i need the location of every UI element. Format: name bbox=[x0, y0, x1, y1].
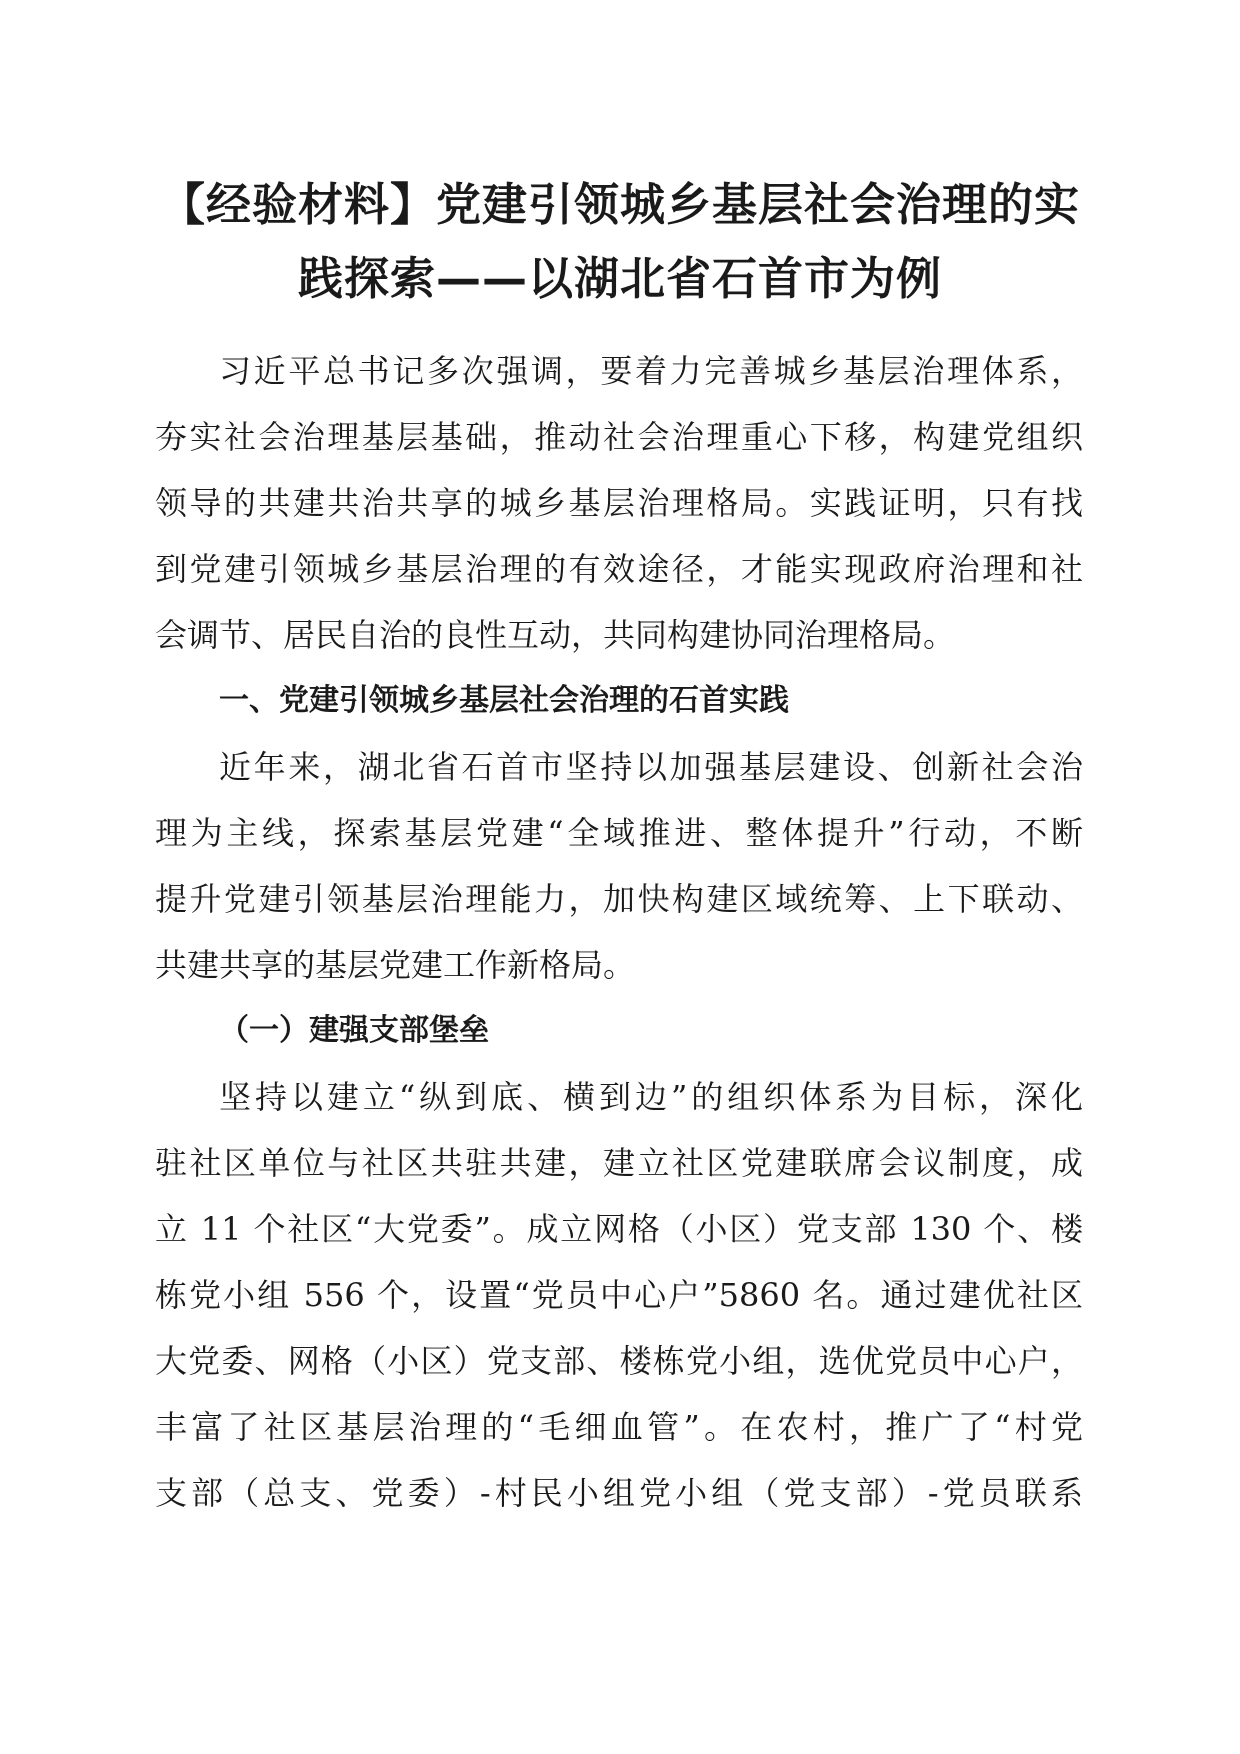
sub1-line-5: 大党委、网格（小区）党支部、楼栋党小组，选优党员中心户， bbox=[155, 1342, 1083, 1380]
section1-line-2: 理为主线，探索基层党建“全域推进、整体提升”行动，不断 bbox=[155, 814, 1083, 852]
sub1-line-7: 支部（总支、党委）-村民小组党小组（党支部）-党员联系 bbox=[155, 1474, 1083, 1512]
sub1-line-4: 栋党小组 556 个，设置“党员中心户”5860 名。通过建优社区 bbox=[155, 1276, 1083, 1314]
section1-line-4: 共建共享的基层党建工作新格局。 bbox=[155, 946, 636, 984]
sub1-line-1: 坚持以建立“纵到底、横到边”的组织体系为目标，深化 bbox=[219, 1078, 1083, 1116]
intro-line-3: 领导的共建共治共享的城乡基层治理格局。实践证明，只有找 bbox=[155, 484, 1083, 522]
subsection-heading-1: （一）建强支部堡垒 bbox=[219, 1013, 489, 1048]
intro-line-4: 到党建引领城乡基层治理的有效途径，才能实现政府治理和社 bbox=[155, 550, 1083, 588]
intro-line-2: 夯实社会治理基层基础，推动社会治理重心下移，构建党组织 bbox=[155, 418, 1083, 456]
section-heading-1: 一、党建引领城乡基层社会治理的石首实践 bbox=[219, 683, 789, 718]
sub1-line-2: 驻社区单位与社区共驻共建，建立社区党建联席会议制度，成 bbox=[155, 1144, 1083, 1182]
document-title bbox=[150, 168, 1090, 316]
sub1-line-6: 丰富了社区基层治理的“毛细血管”。在农村，推广了“村党 bbox=[155, 1408, 1083, 1446]
intro-line-5: 会调节、居民自治的良性互动，共同构建协同治理格局。 bbox=[155, 616, 956, 654]
intro-line-1: 习近平总书记多次强调，要着力完善城乡基层治理体系， bbox=[219, 352, 1083, 390]
title-line-1: 【经验材料】党建引领城乡基层社会治理的实 bbox=[159, 178, 1080, 231]
sub1-line-3: 立 11 个社区“大党委”。成立网格（小区）党支部 130 个、楼 bbox=[155, 1210, 1083, 1248]
title-line-2: 践探索——以湖北省石首市为例 bbox=[297, 252, 942, 305]
section1-line-1: 近年来，湖北省石首市坚持以加强基层建设、创新社会治 bbox=[219, 748, 1083, 786]
section1-line-3: 提升党建引领基层治理能力，加快构建区域统筹、上下联动、 bbox=[155, 880, 1083, 918]
